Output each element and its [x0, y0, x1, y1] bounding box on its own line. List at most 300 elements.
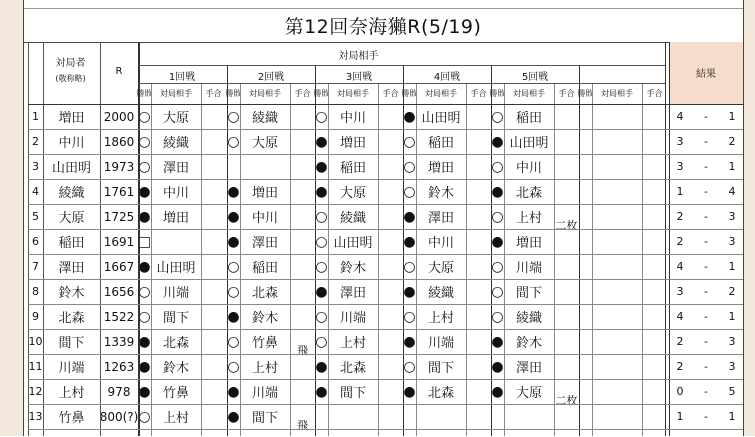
opponent-name: 上村	[162, 411, 189, 426]
grid-hline	[28, 279, 743, 280]
handicap-value	[466, 162, 491, 187]
handicap-value	[554, 237, 579, 262]
grid-vline	[28, 42, 29, 436]
row-number: 2	[32, 135, 39, 148]
grid-hline	[28, 179, 743, 180]
opponent-subheader: 対局相手	[513, 88, 545, 98]
handicap-value	[290, 387, 315, 412]
opponent-name: 上村	[427, 311, 454, 326]
handicap-value	[201, 187, 226, 212]
result-losses: 2	[728, 285, 736, 298]
opponent-name: 稲田	[339, 161, 366, 176]
opponent-name: 山田明	[509, 136, 549, 151]
player-rating: 978	[107, 384, 131, 399]
opponent-name: 山田明	[421, 111, 461, 126]
win-loss-mark: ○	[227, 333, 240, 350]
opponent-name: 竹鼻	[251, 336, 278, 351]
opponent-subheader: 対局相手	[425, 88, 457, 98]
player-rating: 1691	[103, 234, 135, 249]
opponent-name: 綾織	[515, 311, 542, 326]
win-loss-mark: ●	[403, 233, 416, 250]
handicap-value	[554, 362, 579, 387]
handicap-value	[554, 137, 579, 162]
opponent-name: 中川	[251, 211, 278, 226]
opponent-subheader: 対局相手	[160, 88, 192, 98]
player-name: 増田	[58, 111, 85, 126]
opponent-name	[416, 404, 466, 429]
round-header-3: 3回戦	[345, 71, 373, 83]
win-loss-mark: ○	[138, 283, 151, 300]
grid-hline	[28, 354, 743, 355]
opponent-name: 澤田	[251, 236, 278, 251]
opponent-name	[151, 229, 201, 254]
player-name: 大原	[58, 211, 85, 226]
opponent-name: 北森	[162, 336, 189, 351]
win-loss-mark: ○	[491, 208, 504, 225]
result-wins: 2	[676, 335, 684, 348]
opponent-name: 間下	[515, 286, 542, 301]
opponent-name: 鈴木	[251, 311, 278, 326]
win-loss-mark: ●	[315, 183, 328, 200]
win-loss-mark: ●	[491, 358, 504, 375]
handicap-value	[201, 112, 226, 137]
opponent-name: 綾織	[162, 136, 189, 151]
winloss-subheader: 勝敗	[136, 88, 153, 98]
opponent-name	[504, 404, 554, 429]
row-number: 1	[32, 110, 39, 123]
result-dash: -	[704, 110, 708, 123]
grid-vline	[554, 83, 555, 436]
result-wins: 4	[676, 260, 684, 273]
result-wins: 4	[676, 110, 684, 123]
win-loss-mark: ○	[227, 133, 240, 150]
handicap-value	[290, 137, 315, 162]
handicap-value	[201, 287, 226, 312]
opponent-subheader: 対局相手	[601, 88, 633, 98]
result-header: 結果	[696, 68, 716, 80]
win-loss-mark	[314, 404, 329, 429]
grid-hline	[28, 129, 743, 130]
win-loss-mark: ●	[315, 133, 328, 150]
winloss-subheader: 勝敗	[225, 88, 242, 98]
win-loss-mark: □	[137, 233, 152, 250]
grid-hline	[28, 304, 743, 305]
grid-vline	[138, 65, 139, 436]
handicap-value	[378, 212, 403, 237]
grid-vline	[227, 65, 228, 436]
win-loss-mark: ○	[227, 283, 240, 300]
opponent-name: 大原	[339, 186, 366, 201]
grid-vline	[669, 42, 670, 436]
grid-vline	[592, 83, 593, 436]
handicap-value	[378, 262, 403, 287]
handicap-value	[201, 137, 226, 162]
opponent-name: 鈴木	[162, 361, 189, 376]
opponent-name: 澤田	[339, 286, 366, 301]
rating-header: R	[115, 65, 123, 77]
result-losses: 1	[728, 310, 736, 323]
win-loss-mark: ●	[315, 158, 328, 175]
grid-hline	[138, 83, 665, 84]
winloss-subheader: 勝敗	[401, 88, 418, 98]
win-loss-mark: ○	[138, 308, 151, 325]
win-loss-mark: ○	[403, 133, 416, 150]
row-number: 4	[32, 185, 39, 198]
opponent-name: 増田	[515, 236, 542, 251]
opponent-name: 綾織	[427, 286, 454, 301]
opponent-name: 間下	[339, 386, 366, 401]
handicap-value	[466, 137, 491, 162]
win-loss-mark: ○	[138, 158, 151, 175]
handicap-value	[466, 112, 491, 137]
grid-vline	[403, 65, 404, 436]
handicap-subheader: 手合	[558, 88, 575, 98]
handicap-value	[201, 412, 226, 437]
win-loss-mark	[226, 154, 241, 179]
result-losses: 1	[728, 110, 736, 123]
handicap-value	[378, 362, 403, 387]
round-header-5: 5回戦	[521, 71, 549, 83]
result-wins: 1	[676, 185, 684, 198]
handicap-value	[466, 262, 491, 287]
win-loss-mark: ○	[138, 133, 151, 150]
handicap-value	[201, 237, 226, 262]
grid-vline	[416, 83, 417, 436]
handicap-subheader: 手合	[470, 88, 487, 98]
result-dash: -	[704, 260, 708, 273]
grid-vline	[290, 83, 291, 436]
player-name: 竹鼻	[58, 411, 85, 426]
player-rating: 1656	[103, 284, 135, 299]
result-losses: 5	[728, 385, 736, 398]
grid-vline	[579, 65, 580, 436]
opponent-name: 上村	[339, 336, 366, 351]
win-loss-mark: ○	[491, 258, 504, 275]
grid-vline	[466, 83, 467, 436]
grid-hline	[28, 404, 743, 405]
handicap-value	[290, 287, 315, 312]
round-header-4: 4回戦	[433, 71, 461, 83]
result-losses: 1	[728, 260, 736, 273]
handicap-value	[378, 387, 403, 412]
player-name: 間下	[58, 336, 85, 351]
handicap-value	[554, 337, 579, 362]
player-rating: 1860	[103, 134, 135, 149]
result-dash: -	[704, 185, 708, 198]
result-losses: 3	[728, 360, 736, 373]
handicap-value	[290, 212, 315, 237]
opponent-name: 綾織	[251, 111, 278, 126]
handicap-value	[290, 262, 315, 287]
handicap-value	[378, 162, 403, 187]
result-dash: -	[704, 385, 708, 398]
win-loss-mark	[402, 404, 417, 429]
winloss-subheader: 勝敗	[577, 88, 594, 98]
win-loss-mark: ○	[403, 183, 416, 200]
win-loss-mark: ●	[491, 133, 504, 150]
handicap-value	[378, 312, 403, 337]
handicap-value	[201, 312, 226, 337]
opponent-name: 川端	[427, 336, 454, 351]
result-wins: 1	[676, 410, 684, 423]
handicap-value	[378, 412, 403, 437]
row-number: 5	[32, 210, 39, 223]
row-number: 11	[28, 360, 43, 373]
grid-vline	[23, 0, 24, 436]
player-rating: 2000	[103, 109, 135, 124]
grid-hline	[28, 229, 743, 230]
opponent-name: 上村	[515, 211, 542, 226]
result-dash: -	[704, 410, 708, 423]
grid-hline	[138, 65, 665, 66]
player-rating: 1339	[103, 334, 135, 349]
handicap-value	[466, 337, 491, 362]
row-number: 13	[28, 410, 43, 423]
handicap-value	[201, 162, 226, 187]
handicap-value	[554, 262, 579, 287]
win-loss-mark: ●	[138, 358, 151, 375]
opponent-name: 上村	[251, 361, 278, 376]
win-loss-mark	[490, 404, 505, 429]
result-losses: 1	[728, 410, 736, 423]
row-number: 9	[32, 310, 39, 323]
player-name: 鈴木	[58, 286, 85, 301]
handicap-value: 飛	[297, 418, 308, 432]
opponent-name: 川端	[515, 261, 542, 276]
win-loss-mark: ●	[227, 208, 240, 225]
win-loss-mark: ○	[315, 233, 328, 250]
handicap-value	[201, 387, 226, 412]
win-loss-mark: ○	[403, 158, 416, 175]
handicap-subheader: 手合	[382, 88, 399, 98]
result-dash: -	[704, 360, 708, 373]
right-margin-band	[743, 0, 755, 436]
grid-hline	[28, 154, 743, 155]
handicap-value	[290, 112, 315, 137]
opponent-name: 中川	[162, 186, 189, 201]
result-losses: 3	[728, 210, 736, 223]
grid-hline	[28, 204, 743, 205]
win-loss-mark: ○	[315, 258, 328, 275]
row-number: 12	[28, 385, 43, 398]
win-loss-mark: ●	[315, 283, 328, 300]
opponent-name: 中川	[427, 236, 454, 251]
result-losses: 3	[728, 235, 736, 248]
grid-vline	[43, 42, 44, 436]
handicap-value	[466, 237, 491, 262]
handicap-value	[554, 287, 579, 312]
grid-vline	[504, 83, 505, 436]
player-name: 澤田	[58, 261, 85, 276]
win-loss-mark: ●	[227, 408, 240, 425]
handicap-value	[554, 162, 579, 187]
handicap-value	[378, 137, 403, 162]
opponent-name: 澤田	[427, 211, 454, 226]
grid-vline	[665, 42, 666, 436]
handicap-value	[554, 412, 579, 437]
win-loss-mark: ●	[227, 383, 240, 400]
player-rating: 1973	[103, 159, 135, 174]
opponent-name: 増田	[251, 186, 278, 201]
opponent-name: 稲田	[515, 111, 542, 126]
row-number: 10	[28, 335, 43, 348]
result-wins: 2	[676, 235, 684, 248]
win-loss-mark: ○	[227, 358, 240, 375]
result-wins: 2	[676, 360, 684, 373]
grid-vline	[315, 65, 316, 436]
row-number: 3	[32, 160, 39, 173]
handicap-value	[290, 237, 315, 262]
player-rating: 1522	[103, 309, 135, 324]
player-name: 北森	[58, 311, 85, 326]
opponent-name: 大原	[162, 111, 189, 126]
win-loss-mark: ○	[227, 258, 240, 275]
win-loss-mark: ●	[403, 283, 416, 300]
grid-vline	[328, 83, 329, 436]
handicap-value	[466, 187, 491, 212]
handicap-value	[290, 162, 315, 187]
win-loss-mark: ○	[315, 333, 328, 350]
win-loss-mark: ○	[403, 308, 416, 325]
opponent-name: 綾織	[339, 211, 366, 226]
win-loss-mark: ●	[403, 333, 416, 350]
player-header: 対局者	[55, 57, 86, 69]
win-loss-mark: ●	[315, 383, 328, 400]
handicap-value	[466, 212, 491, 237]
round-header-2: 2回戦	[257, 71, 285, 83]
win-loss-mark: ●	[138, 333, 151, 350]
handicap-value	[290, 187, 315, 212]
win-loss-mark: ●	[138, 383, 151, 400]
opponent-name: 増田	[339, 136, 366, 151]
opponent-name	[240, 154, 290, 179]
handicap-value	[201, 337, 226, 362]
win-loss-mark: ●	[403, 108, 416, 125]
win-loss-mark: ○	[491, 108, 504, 125]
result-wins: 0	[676, 385, 684, 398]
opponent-name: 大原	[515, 386, 542, 401]
player-rating: 1761	[103, 184, 135, 199]
grid-hline	[28, 379, 743, 380]
handicap-value	[466, 312, 491, 337]
grid-vline	[642, 83, 643, 436]
win-loss-mark: ○	[315, 108, 328, 125]
player-name: 綾織	[58, 186, 85, 201]
opponent-name: 大原	[251, 136, 278, 151]
win-loss-mark: ●	[227, 233, 240, 250]
grid-vline	[378, 83, 379, 436]
win-loss-mark: ●	[138, 208, 151, 225]
result-wins: 3	[676, 285, 684, 298]
win-loss-mark: ●	[227, 308, 240, 325]
opponent-name: 稲田	[251, 261, 278, 276]
win-loss-mark: ○	[491, 308, 504, 325]
win-loss-mark: ●	[491, 383, 504, 400]
win-loss-mark: ○	[138, 408, 151, 425]
handicap-value	[554, 312, 579, 337]
win-loss-mark: ○	[138, 108, 151, 125]
opponent-name: 中川	[515, 161, 542, 176]
win-loss-mark: ○	[403, 258, 416, 275]
result-dash: -	[704, 210, 708, 223]
opponent-name: 竹鼻	[162, 386, 189, 401]
win-loss-mark: ●	[491, 333, 504, 350]
handicap-value	[378, 287, 403, 312]
win-loss-mark: ○	[315, 208, 328, 225]
win-loss-mark: ●	[491, 183, 504, 200]
win-loss-mark: ●	[138, 258, 151, 275]
win-loss-mark: ●	[403, 208, 416, 225]
handicap-value	[466, 362, 491, 387]
opponent-name: 鈴木	[515, 336, 542, 351]
grid-hline	[28, 254, 743, 255]
grid-vline	[100, 42, 101, 436]
result-dash: -	[704, 235, 708, 248]
win-loss-mark: ●	[491, 233, 504, 250]
result-losses: 3	[728, 335, 736, 348]
row-number: 8	[32, 285, 39, 298]
grid-vline	[491, 65, 492, 436]
result-dash: -	[704, 135, 708, 148]
opponent-name	[328, 404, 378, 429]
win-loss-mark: ●	[227, 183, 240, 200]
result-wins: 4	[676, 310, 684, 323]
grid-hline	[28, 329, 743, 330]
win-loss-mark: ●	[315, 358, 328, 375]
result-dash: -	[704, 285, 708, 298]
grid-vline	[743, 0, 744, 436]
player-rating: 1263	[103, 359, 135, 374]
sheet-title: 第12回奈海獺R(5/19)	[23, 8, 743, 43]
opponent-name: 稲田	[427, 136, 454, 151]
player-rating: 800(?)	[99, 409, 139, 424]
handicap-value	[466, 387, 491, 412]
win-loss-mark: ○	[227, 108, 240, 125]
opponent-name: 間下	[427, 361, 454, 376]
grid-vline	[151, 83, 152, 436]
handicap-value: 二枚	[555, 393, 578, 407]
winloss-subheader: 勝敗	[313, 88, 330, 98]
win-loss-mark: ●	[403, 383, 416, 400]
opponent-name: 増田	[427, 161, 454, 176]
grid-vline	[240, 83, 241, 436]
win-loss-mark: ○	[491, 283, 504, 300]
grid-hline	[28, 429, 743, 430]
opponent-subheader: 対局相手	[337, 88, 369, 98]
row-number: 6	[32, 235, 39, 248]
handicap-value	[466, 287, 491, 312]
handicap-value	[466, 412, 491, 437]
opponent-subheader: 対局相手	[249, 88, 281, 98]
opponent-name: 山田明	[156, 261, 196, 276]
handicap-value: 飛	[297, 343, 308, 357]
result-losses: 1	[728, 160, 736, 173]
winloss-subheader: 勝敗	[489, 88, 506, 98]
opponent-name: 山田明	[333, 236, 373, 251]
opponent-name: 間下	[251, 411, 278, 426]
player-name: 稲田	[58, 236, 85, 251]
result-dash: -	[704, 160, 708, 173]
handicap-value	[378, 112, 403, 137]
win-loss-mark: ○	[491, 158, 504, 175]
opponent-name: 中川	[339, 111, 366, 126]
win-loss-mark: ○	[403, 358, 416, 375]
opponents-group-header: 対局相手	[338, 50, 379, 62]
result-wins: 3	[676, 135, 684, 148]
handicap-value	[290, 362, 315, 387]
result-dash: -	[704, 310, 708, 323]
opponent-name: 北森	[251, 286, 278, 301]
